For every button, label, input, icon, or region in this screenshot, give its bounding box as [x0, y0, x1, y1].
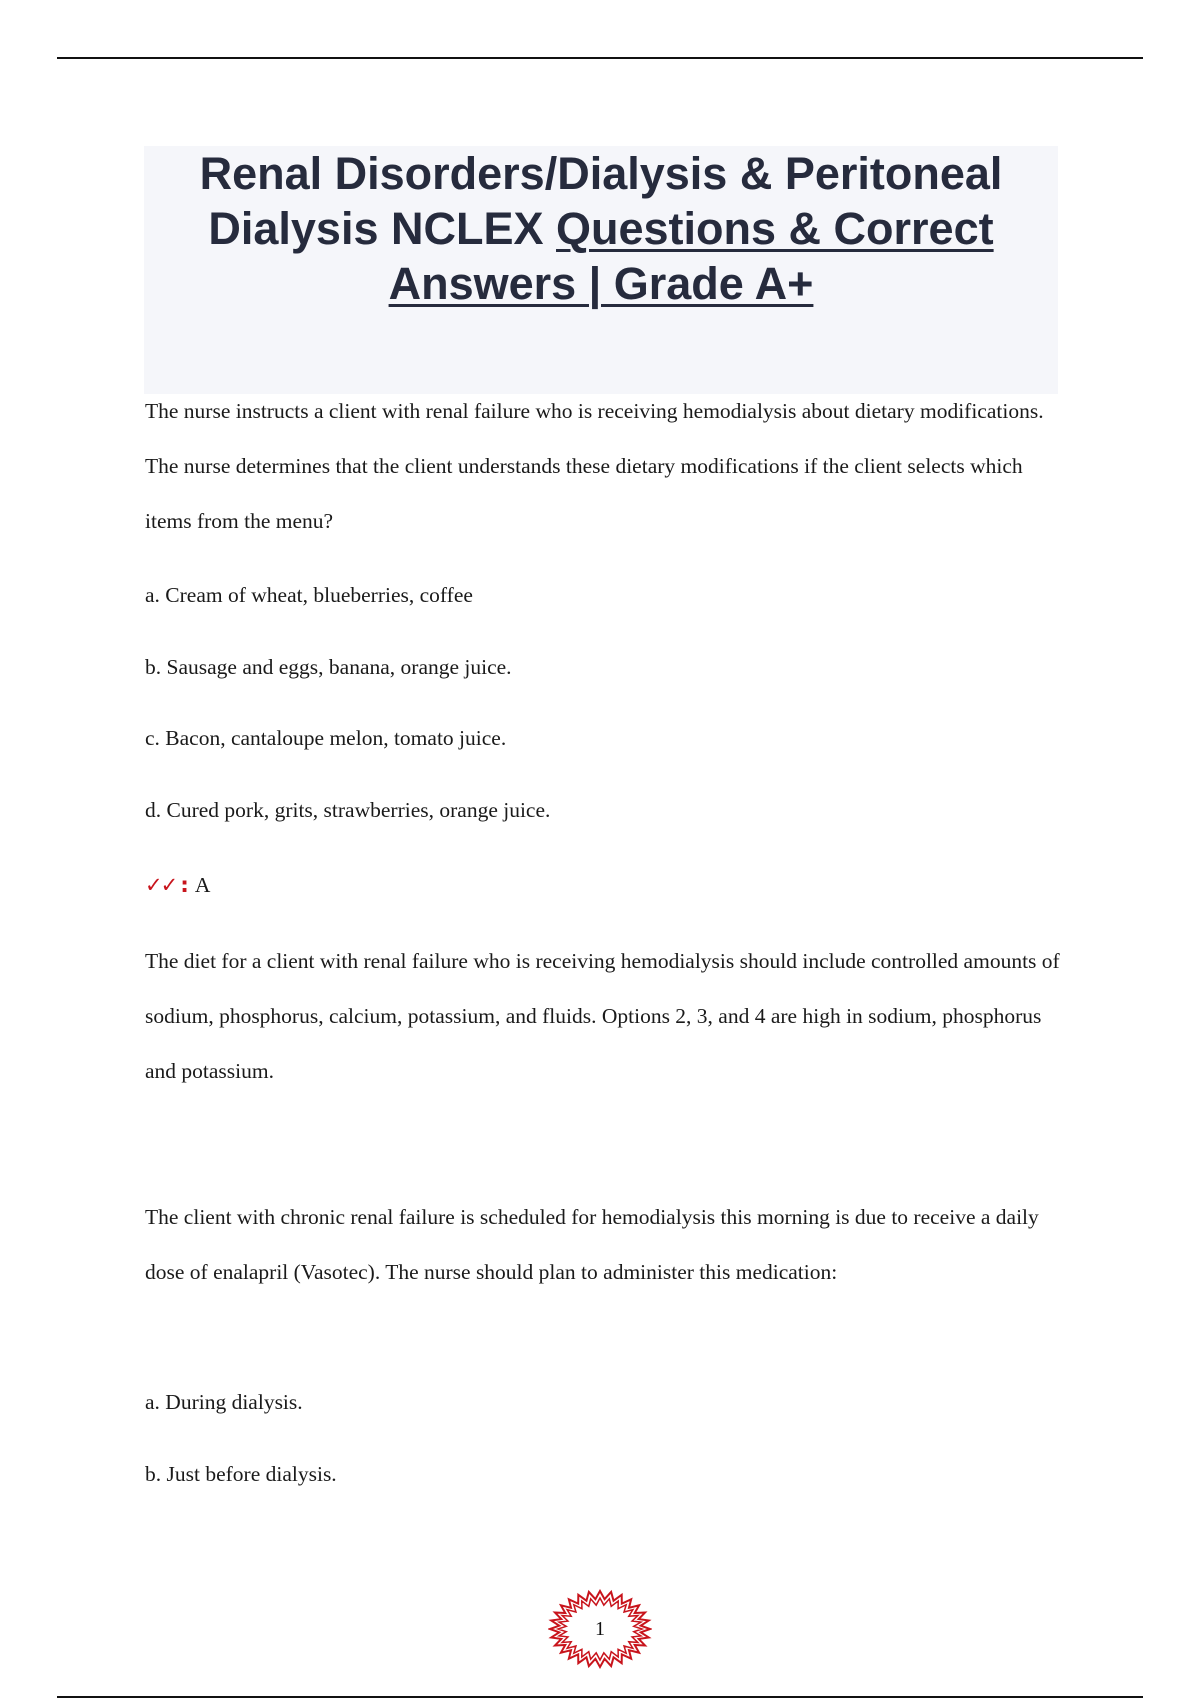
check-mark-icon: ✓✓: [145, 873, 177, 897]
page-number-badge: [548, 1589, 652, 1669]
question-2-option-a: a. During dialysis.: [145, 1390, 303, 1414]
header-rule: [57, 57, 1143, 59]
question-1-answer: [145, 873, 210, 898]
title-line-2-plain: Dialysis NCLEX: [208, 203, 557, 254]
question-1-rationale: The diet for a client with renal failure who is receiving hemodialysis should include controlled amounts of sodium, phosphorus, calcium, potassium, and fluids. Options 2, 3, and 4 are high in sodium, phosphorus and potassium.: [145, 949, 1060, 1083]
footer-rule: [57, 1696, 1143, 1698]
question-1-option-b: b. Sausage and eggs, banana, orange juice.: [145, 655, 512, 679]
document-title: [144, 146, 1058, 311]
page-number: 1: [595, 1618, 605, 1640]
answer-value: A: [194, 873, 211, 897]
title-block: [144, 146, 1058, 394]
question-1-option-d: d. Cured pork, grits, strawberries, orange juice.: [145, 798, 551, 822]
question-2-prompt: The client with chronic renal failure is scheduled for hemodialysis this morning is due to receive a daily dose of enalapril (Vasotec). The nurse should plan to administer this medication:: [145, 1205, 1039, 1284]
question-1-prompt: The nurse instructs a client with renal failure who is receiving hemodialysis about dietary modifications. The nurse determines that the client understands these dietary modifications if the client selects which items from the menu?: [145, 399, 1044, 533]
question-1-option-a: a. Cream of wheat, blueberries, coffee: [145, 583, 473, 607]
answer-colon: :: [180, 873, 189, 898]
title-line-2-underlined: Questions & Correct: [556, 203, 994, 254]
title-line-1: Renal Disorders/Dialysis & Peritoneal: [199, 148, 1003, 199]
question-2-option-b: b. Just before dialysis.: [145, 1462, 337, 1486]
title-line-3-underlined: Answers | Grade A+: [388, 258, 814, 309]
question-1-option-c: c. Bacon, cantaloupe melon, tomato juice.: [145, 726, 507, 750]
